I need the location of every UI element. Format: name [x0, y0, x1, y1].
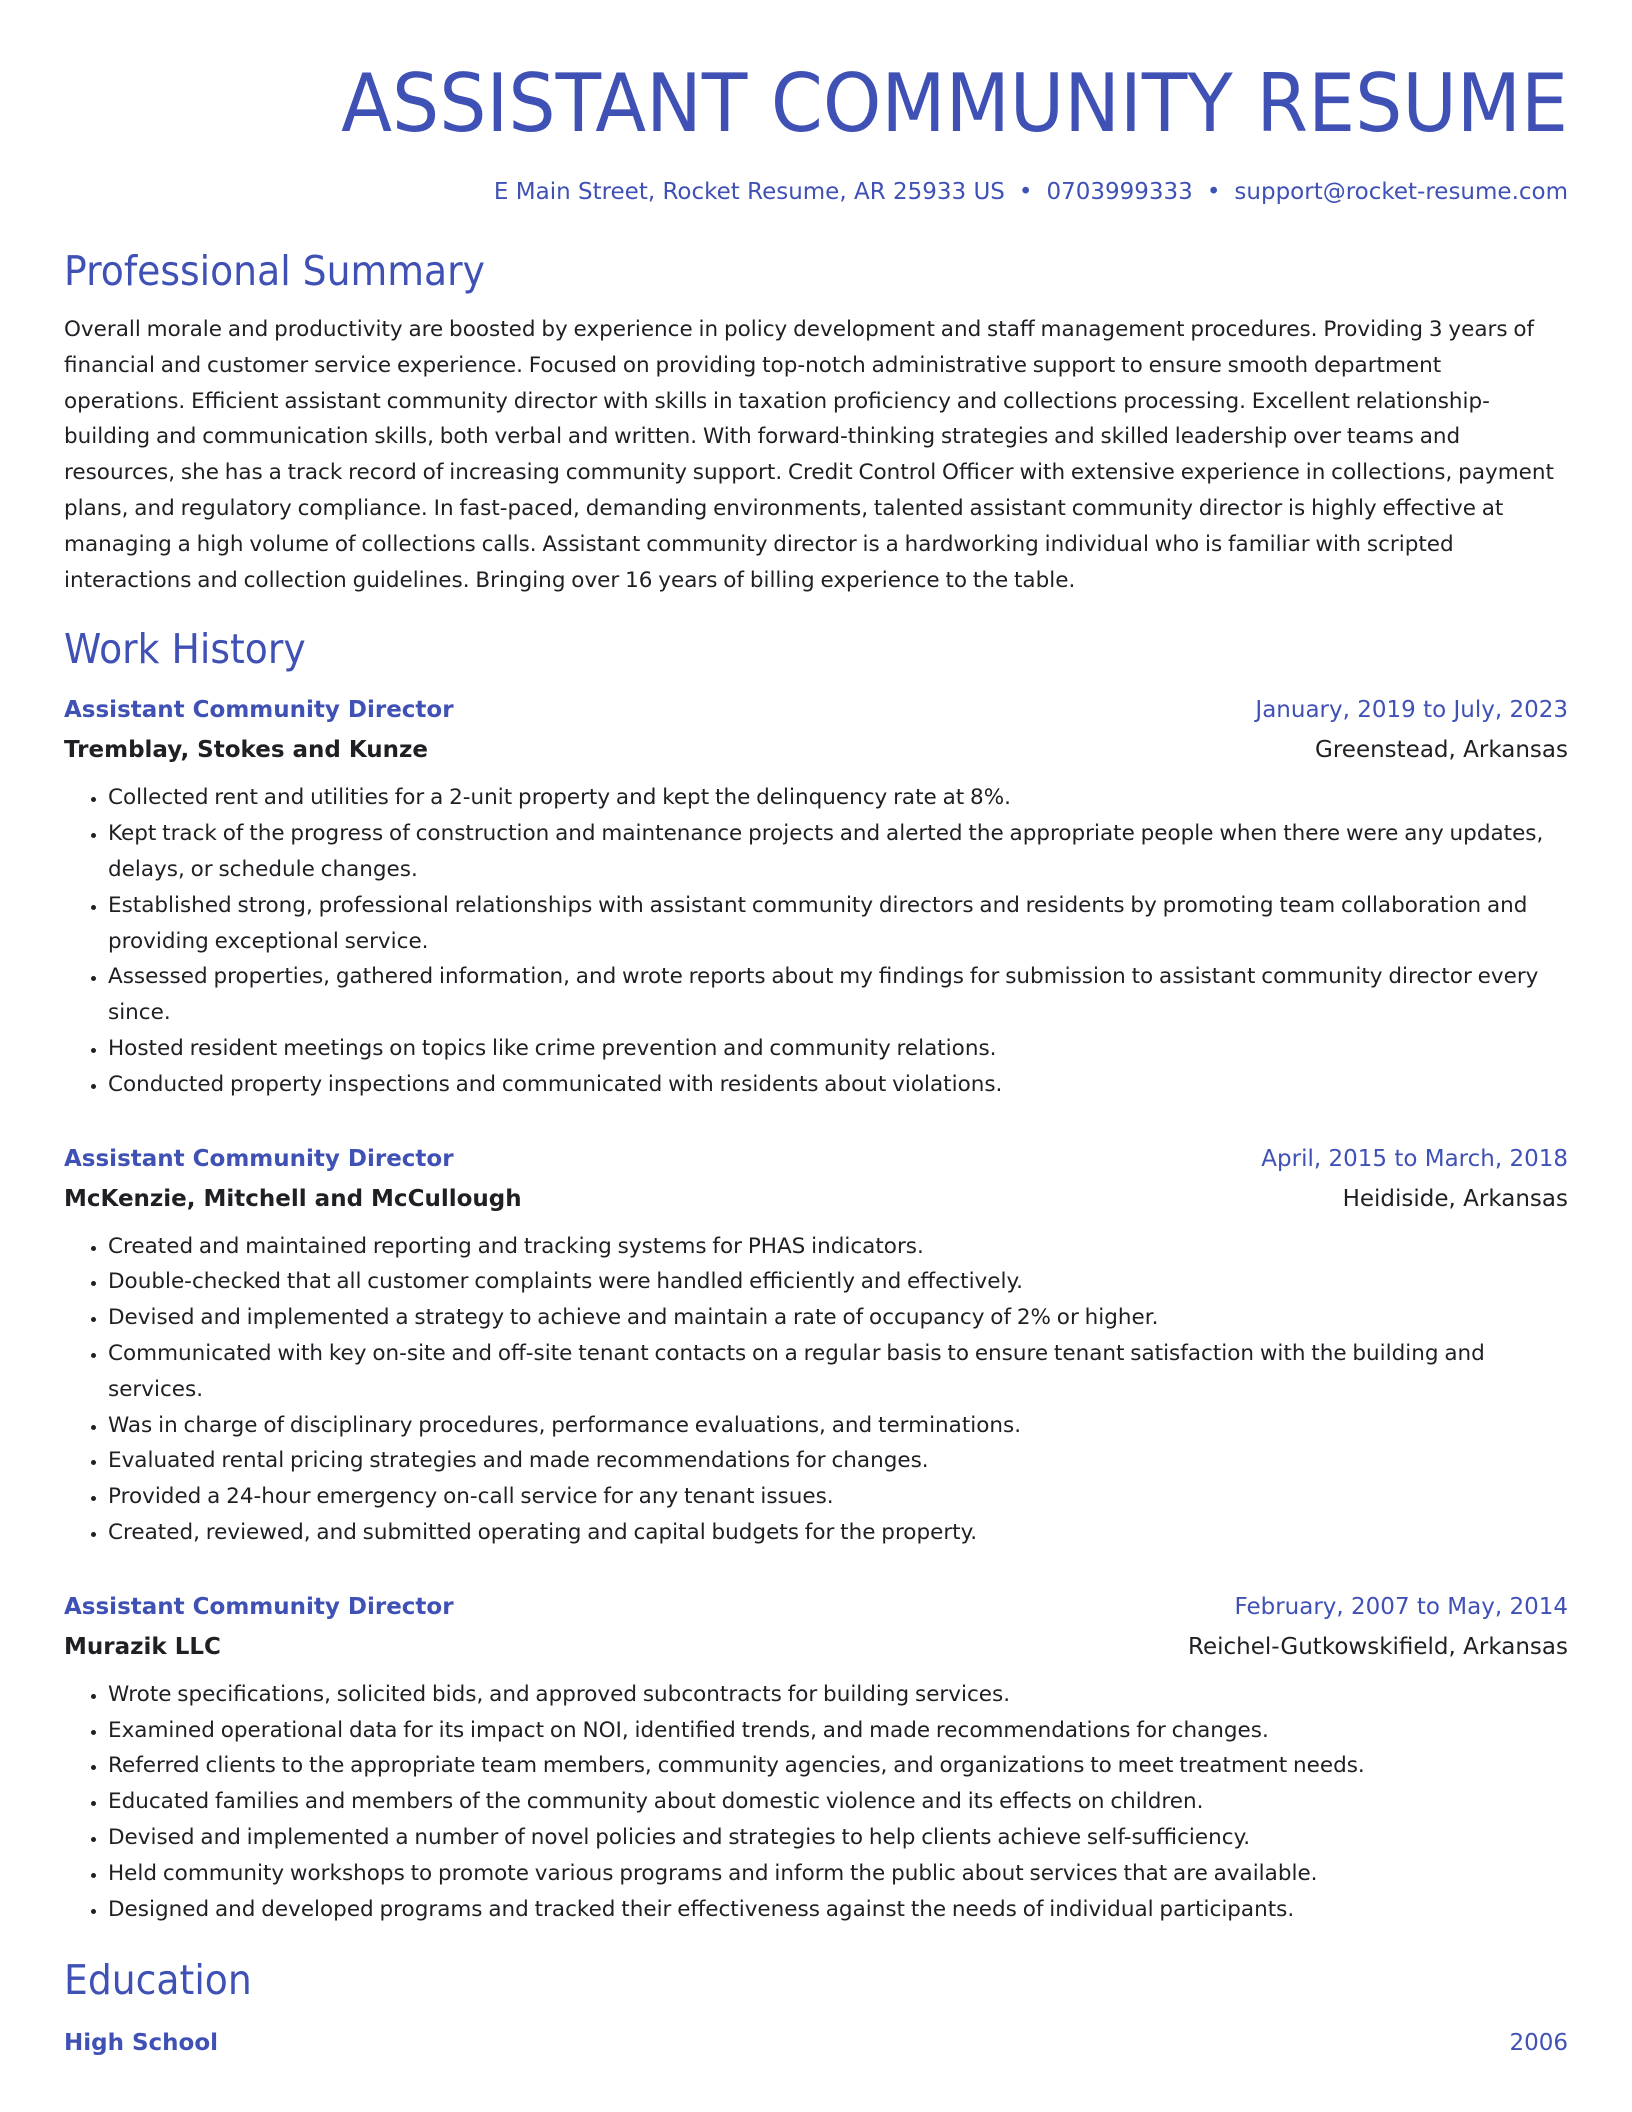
bullet-item: • Collected rent and utilities for a 2-unit property and kept the delinquency rate at 8%.: [108, 780, 1568, 816]
bullet-item: • Communicated with key on-site and off-site tenant contacts on a regular basis to ensure tenant satisfaction with the building and services.: [108, 1336, 1568, 1408]
bullet-item: • Held community workshops to promote various programs and inform the public about services that are available.: [108, 1856, 1568, 1892]
bullet-item: • Assessed properties, gathered information, and wrote reports about my findings for submission to assistant community director every since.: [108, 959, 1568, 1031]
job-location: Greenstead, Arkansas: [1315, 737, 1568, 764]
job-subheader: [64, 1631, 1568, 1663]
summary-text: Overall morale and productivity are boosted by experience in policy development and staff management procedures. Providing 3 years of financial and customer service experience. Focused on providing top-notch administrative support to ensure smooth department operations. Efficient assistant community director with skills in taxation proficiency and collections processing. Excellent relationship-building and communication skills, both verbal and written. With forward-thinking strategies and skilled leadership over teams and resources, she has a track record of increasing community support. Credit Control Officer with extensive experience in collections, payment plans, and regulatory compliance. In fast-paced, demanding environments, talented assistant community director is highly effective at managing a high volume of collections calls. Assistant community director is a hardworking individual who is familiar with scripted interactions and collection guidelines. Bringing over 16 years of billing experience to the table.: [64, 317, 1554, 593]
job-location: Heidiside, Arkansas: [1342, 1185, 1568, 1212]
job-company: McKenzie, Mitchell and McCullough: [64, 1185, 522, 1212]
bullet-item: • Designed and developed programs and tracked their effectiveness against the needs of individual participants.: [108, 1892, 1568, 1928]
education-year: 2006: [1509, 2030, 1568, 2057]
job-title: Assistant Community Director: [64, 1145, 454, 1172]
contact-separator: •: [1018, 179, 1033, 205]
bullet-item: • Created and maintained reporting and tracking systems for PHAS indicators.: [108, 1229, 1568, 1265]
job-entry: [64, 1143, 1568, 1551]
job-dates: February, 2007 to May, 2014: [1234, 1593, 1568, 1620]
contact-line: [64, 178, 1568, 206]
job-header: [64, 1591, 1568, 1623]
job-subheader: [64, 734, 1568, 766]
education-section: [64, 1955, 1568, 2059]
bullet-item: • Conducted property inspections and communicated with residents about violations.: [108, 1067, 1568, 1103]
job-bullets: [64, 1229, 1568, 1551]
work-history-section: [64, 624, 1568, 1927]
job-dates: January, 2019 to July, 2023: [1255, 697, 1568, 724]
education-entry: [64, 2027, 1568, 2059]
section-title-summary: Professional Summary: [64, 247, 485, 295]
job-title: Assistant Community Director: [64, 1593, 454, 1620]
contact-email[interactable]: support@rocket-resume.com: [1234, 179, 1568, 205]
job-location: Reichel-Gutkowskifield, Arkansas: [1188, 1633, 1568, 1660]
section-title-education: Education: [64, 1956, 252, 2005]
bullet-item: • Referred clients to the appropriate team members, community agencies, and organizations to meet treatment needs.: [108, 1748, 1568, 1784]
job-header: [64, 694, 1568, 726]
bullet-item: • Educated families and members of the community about domestic violence and its effects on children.: [108, 1784, 1568, 1820]
bullet-item: • Examined operational data for its impact on NOI, identified trends, and made recommendations for changes.: [108, 1713, 1568, 1749]
bullet-item: • Kept track of the progress of construction and maintenance projects and alerted the appropriate people when there were any updates, delays, or schedule changes.: [108, 816, 1568, 888]
contact-phone: 0703999333: [1046, 179, 1193, 205]
bullet-item: • Established strong, professional relationships with assistant community directors and residents by promoting team collaboration and providing exceptional service.: [108, 888, 1568, 960]
job-entry: [64, 1591, 1568, 1928]
professional-summary-section: [64, 246, 1568, 598]
bullet-item: • Devised and implemented a number of novel policies and strategies to help clients achieve self-sufficiency.: [108, 1820, 1568, 1856]
bullet-item: • Provided a 24-hour emergency on-call service for any tenant issues.: [108, 1479, 1568, 1515]
job-company: Tremblay, Stokes and Kunze: [64, 737, 429, 764]
resume-header: [64, 0, 1568, 206]
section-title-work-history: Work History: [64, 625, 306, 674]
job-company: Murazik LLC: [64, 1633, 221, 1660]
bullet-item: • Devised and implemented a strategy to achieve and maintain a rate of occupancy of 2% or higher.: [108, 1300, 1568, 1336]
resume-name: ASSISTANT COMMUNITY RESUME: [341, 57, 1568, 150]
bullet-item: • Was in charge of disciplinary procedures, performance evaluations, and terminations.: [108, 1408, 1568, 1444]
job-entry: [64, 694, 1568, 1102]
job-header: [64, 1143, 1568, 1175]
bullet-item: • Double-checked that all customer complaints were handled efficiently and effectively.: [108, 1264, 1568, 1300]
contact-separator: •: [1206, 179, 1221, 205]
education-degree: High School: [64, 2030, 219, 2057]
job-dates: April, 2015 to March, 2018: [1261, 1145, 1568, 1172]
bullet-item: • Evaluated rental pricing strategies and made recommendations for changes.: [108, 1443, 1568, 1479]
contact-address: E Main Street, Rocket Resume, AR 25933 US: [493, 179, 1005, 205]
job-subheader: [64, 1183, 1568, 1215]
bullet-item: • Created, reviewed, and submitted operating and capital budgets for the property.: [108, 1515, 1568, 1551]
job-bullets: [64, 1677, 1568, 1928]
job-bullets: [64, 780, 1568, 1102]
job-title: Assistant Community Director: [64, 697, 454, 724]
bullet-item: • Hosted resident meetings on topics like crime prevention and community relations.: [108, 1031, 1568, 1067]
bullet-item: • Wrote specifications, solicited bids, and approved subcontracts for building services.: [108, 1677, 1568, 1713]
